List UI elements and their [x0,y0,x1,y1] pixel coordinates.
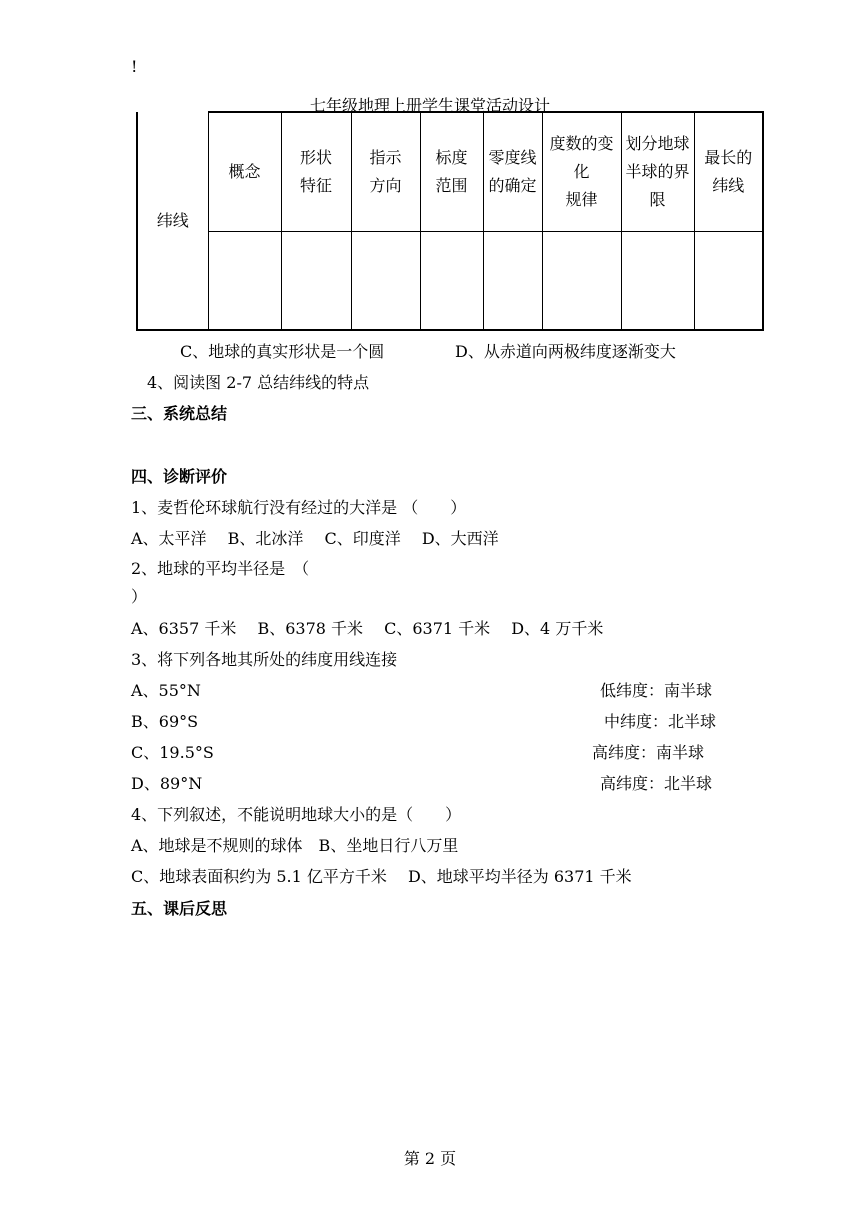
match-right-3: 高纬度：南半球 [592,743,705,762]
option-c-line: C、地球的真实形状是一个圆 [180,342,385,361]
question-2-options: A、6357 千米 B、6378 千米 C、6371 千米 D、4 万千米 [131,619,604,638]
question-1-options: A、太平洋 B、北冰洋 C、印度洋 D、大西洋 [131,529,499,548]
header-range: 标度 范围 [420,112,483,231]
match-right-2: 中纬度：北半球 [604,712,717,731]
page-mark: ! [131,57,138,76]
read-figure-task: 4、阅读图 2-7 总结纬线的特点 [147,373,370,392]
match-left-a: A、55°N [131,681,201,700]
match-left-d: D、89°N [131,774,203,793]
question-3: 3、将下列各地其所处的纬度用线连接 [131,650,398,669]
blank-cell[interactable] [483,231,542,330]
header-zero-line: 零度线 的确定 [483,112,542,231]
section-4-heading: 四、诊断评价 [131,467,228,486]
page-header: 七年级地理上册学生课堂活动设计 [309,96,550,115]
header-hemisphere-boundary: 划分地球 半球的界 限 [621,112,694,231]
blank-cell[interactable] [542,231,621,330]
blank-cell[interactable] [621,231,694,330]
match-right-4: 高纬度：北半球 [600,774,713,793]
header-direction: 指示 方向 [351,112,420,231]
blank-cell[interactable] [208,231,281,330]
header-degree-change: 度数的变 化 规律 [542,112,621,231]
section-3-heading: 三、系统总结 [131,404,228,423]
match-left-b: B、69°S [131,712,199,731]
match-left-c: C、19.5°S [131,743,214,762]
blank-cell[interactable] [351,231,420,330]
blank-cell[interactable] [281,231,351,330]
question-4: 4、下列叙述，不能说明地球大小的是（ ） [131,805,462,824]
blank-cell[interactable] [694,231,763,330]
question-2: 2、地球的平均半径是 （ [131,559,310,578]
match-right-1: 低纬度：南半球 [600,681,713,700]
latitude-table [136,111,764,331]
question-4-options-ab: A、地球是不规则的球体 B、坐地日行八万里 [131,836,459,855]
option-d-line: D、从赤道向两极纬度逐渐变大 [455,342,676,361]
page-number: 第 2 页 [403,1149,457,1168]
question-1: 1、麦哲伦环球航行没有经过的大洋是 （ ） [131,498,467,517]
header-longest: 最长的 纬线 [694,112,763,231]
question-4-options-cd: C、地球表面积约为 5.1 亿平方千米 D、地球平均半径为 6371 千米 [131,867,632,886]
header-concept: 概念 [208,112,281,231]
section-5-heading: 五、课后反思 [131,899,228,918]
blank-cell[interactable] [420,231,483,330]
header-shape: 形状 特征 [281,112,351,231]
question-2-close: ） [131,587,148,606]
row-label-latitude: 纬线 [137,112,208,330]
